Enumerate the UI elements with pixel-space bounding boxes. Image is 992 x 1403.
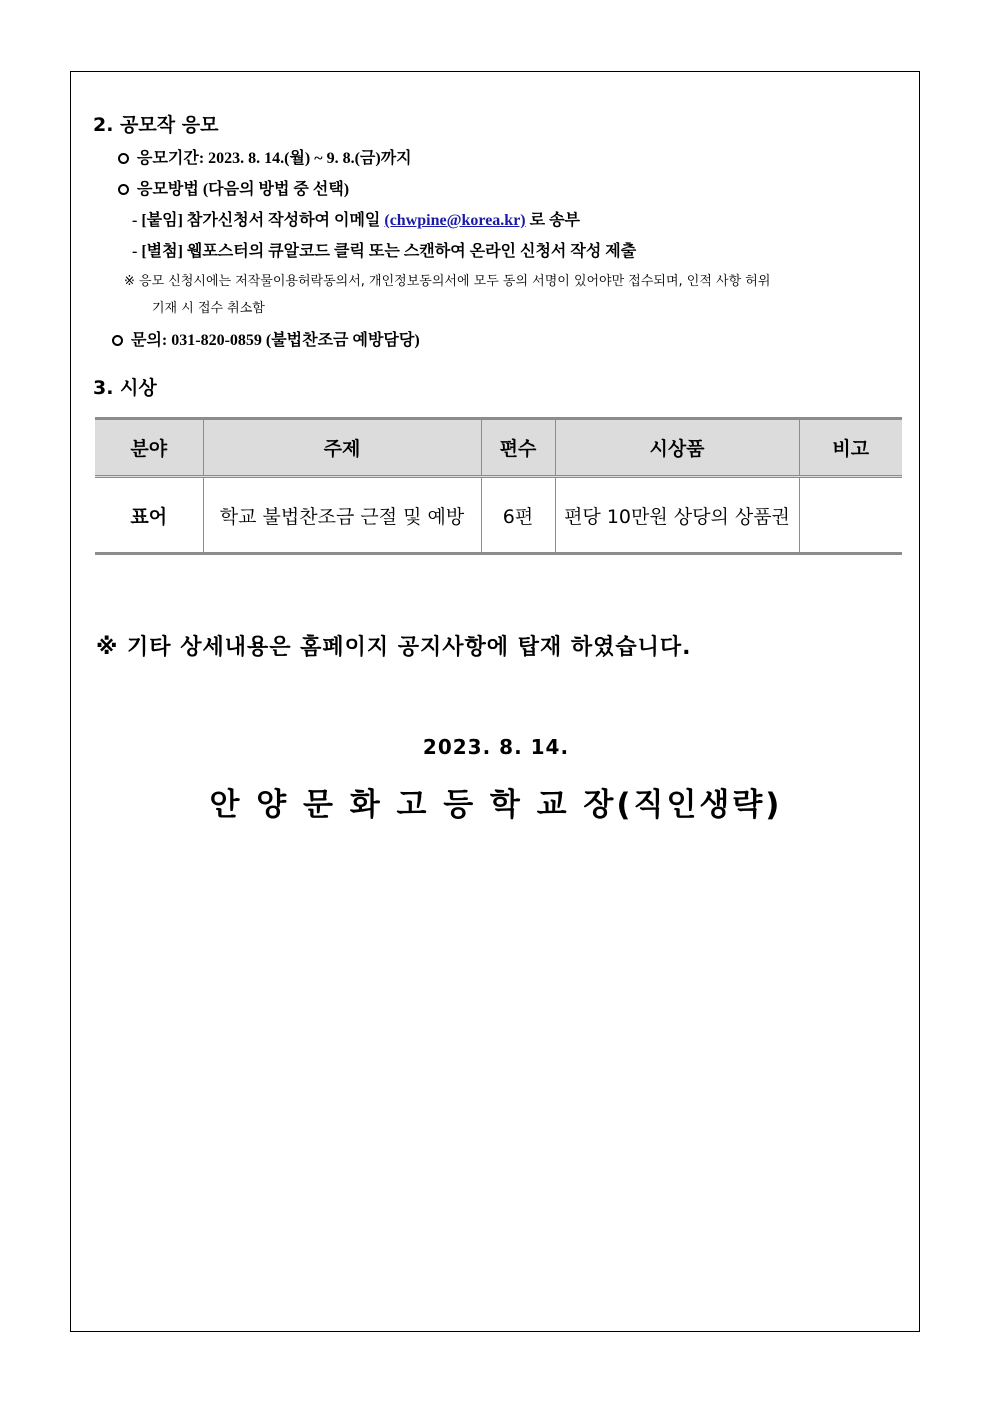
document-date: 2023. 8. 14. (422, 735, 570, 759)
header-remarks: 비고 (799, 419, 902, 477)
attach-suffix: 로 송부 (525, 212, 580, 229)
award-table (95, 417, 902, 555)
section2-heading: 2. 공모작 응모 (93, 114, 219, 136)
web-line: - [별첨] 웹포스터의 큐알코드 클릭 또는 스캔하여 온라인 신청서 작성 제출 (132, 243, 637, 260)
header-prize: 시상품 (555, 419, 799, 477)
contact-text: 문의: 031-820-0859 (불법찬조금 예방담당) (131, 332, 420, 349)
signer-line: 안 양 문 화 고 등 학 교 장(직인생략) (209, 787, 783, 823)
cell-count: 6편 (481, 477, 555, 554)
method-text: 응모방법 (다음의 방법 중 선택) (137, 181, 350, 198)
header-topic: 주제 (203, 419, 481, 477)
notice-text: ※ 기타 상세내용은 홈페이지 공지사항에 탑재 하였습니다. (96, 635, 692, 660)
attach-prefix: - [붙임] 참가신청서 작성하여 이메일 (132, 212, 385, 229)
table-row (95, 477, 902, 554)
circle-bullet-icon (112, 335, 123, 346)
method-line (118, 176, 349, 199)
attach-line (132, 207, 580, 230)
section3-heading: 3. 시상 (93, 377, 157, 399)
cell-remarks (799, 477, 902, 554)
period-text: 응모기간: 2023. 8. 14.(월) ~ 9. 8.(금)까지 (137, 150, 412, 167)
cell-prize: 편당 10만원 상당의 상품권 (555, 477, 799, 554)
email-link[interactable]: (chwpine@korea.kr) (384, 212, 526, 229)
note-line-1: ※ 응모 신청시에는 저작물이용허락동의서, 개인정보동의서에 모두 동의 서명이 있어야만 접수되며, 인적 사항 허위 (124, 274, 771, 289)
circle-bullet-icon (118, 153, 129, 164)
cell-field: 표어 (95, 477, 203, 554)
contact-line (112, 327, 420, 350)
circle-bullet-icon (118, 184, 129, 195)
table-header-row (95, 419, 902, 477)
period-line (118, 145, 412, 168)
header-field: 분야 (95, 419, 203, 477)
cell-topic: 학교 불법찬조금 근절 및 예방 (203, 477, 481, 554)
note-line-2: 기재 시 접수 취소함 (152, 301, 265, 316)
header-count: 편수 (481, 419, 555, 477)
